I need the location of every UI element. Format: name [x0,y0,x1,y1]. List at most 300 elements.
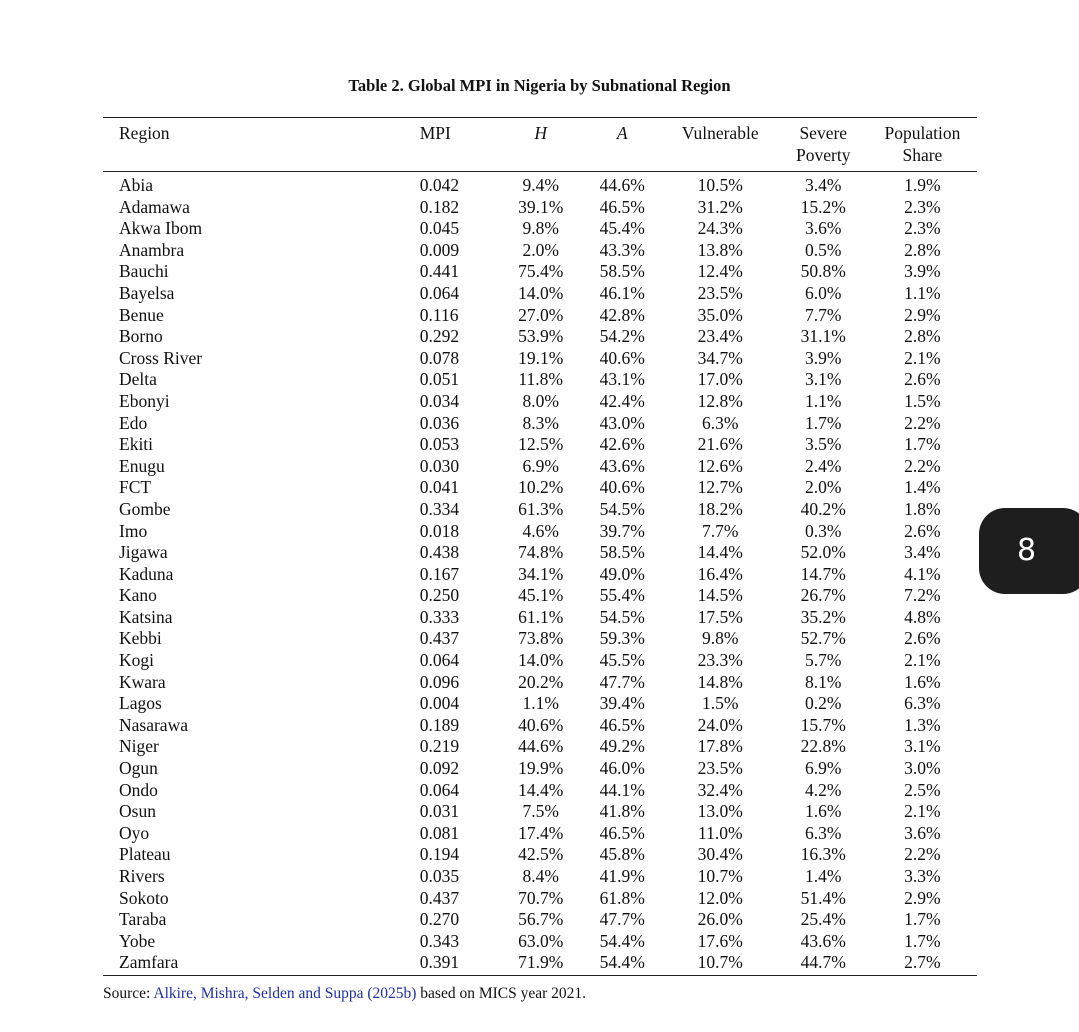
cell-region: Anambra [119,239,185,260]
cell-severe-poverty: 7.7% [805,304,842,325]
cell-severe-poverty: 40.2% [800,498,846,519]
cell-region: Kaduna [119,563,174,584]
table-row [103,866,977,888]
cell-h: 27.0% [518,304,564,325]
cell-a: 54.4% [599,930,645,951]
cell-population-share: 2.3% [904,196,941,217]
table-row [103,888,977,910]
cell-a: 46.0% [599,758,645,779]
cell-vulnerable: 23.5% [697,758,743,779]
cell-h: 19.1% [518,347,564,368]
cell-vulnerable: 13.8% [697,239,743,260]
cell-a: 44.6% [599,175,645,195]
cell-vulnerable: 12.6% [697,455,743,476]
cell-mpi: 0.189 [419,714,460,735]
page-number-badge[interactable]: 8 [979,508,1079,594]
header-h: H [534,123,547,143]
cell-a: 46.1% [599,282,645,303]
cell-population-share: 1.7% [904,434,941,455]
table-row [103,218,977,240]
cell-h: 42.5% [518,844,564,865]
header-severe-line1: Severe [799,123,848,143]
cell-population-share: 2.6% [904,628,941,649]
cell-h: 45.1% [518,585,564,606]
cell-h: 61.1% [518,606,564,627]
cell-a: 43.0% [599,412,645,433]
table-row [103,931,977,953]
cell-region: Bayelsa [119,282,175,303]
cell-vulnerable: 10.5% [697,175,743,195]
cell-severe-poverty: 6.0% [805,282,842,303]
cell-h: 75.4% [518,261,564,282]
cell-region: Abia [119,175,154,195]
cell-population-share: 2.8% [904,326,941,347]
cell-h: 9.8% [522,218,559,239]
cell-h: 6.9% [522,455,559,476]
cell-region: Katsina [119,606,173,627]
cell-a: 41.8% [599,801,645,822]
cell-a: 59.3% [599,628,645,649]
cell-severe-poverty: 6.3% [805,822,842,843]
cell-h: 8.3% [522,412,559,433]
cell-h: 61.3% [518,498,564,519]
cell-mpi: 0.292 [419,326,460,347]
cell-a: 45.5% [599,650,645,671]
cell-population-share: 2.1% [904,801,941,822]
cell-vulnerable: 12.0% [697,887,743,908]
header-pop-line1: Population [884,123,961,143]
table-row [103,650,977,672]
cell-region: Kano [119,585,157,606]
table-row [103,909,977,931]
cell-vulnerable: 14.4% [697,542,743,563]
cell-region: Zamfara [119,952,179,973]
cell-vulnerable: 21.6% [697,434,743,455]
cell-vulnerable: 14.5% [697,585,743,606]
cell-mpi: 0.051 [419,369,460,390]
table-row [103,413,977,435]
cell-population-share: 2.7% [904,952,941,973]
cell-h: 17.4% [518,822,564,843]
cell-a: 46.5% [599,822,645,843]
cell-population-share: 3.9% [904,261,941,282]
cell-a: 46.5% [599,196,645,217]
cell-a: 58.5% [599,542,645,563]
cell-population-share: 1.9% [904,175,941,195]
cell-region: Nasarawa [119,714,188,735]
cell-mpi: 0.333 [419,606,460,627]
cell-severe-poverty: 4.2% [805,779,842,800]
cell-population-share: 1.7% [904,909,941,930]
cell-population-share: 3.3% [904,866,941,886]
cell-population-share: 1.1% [904,282,941,303]
cell-region: Enugu [119,455,165,476]
cell-mpi: 0.004 [419,693,460,714]
cell-population-share: 2.6% [904,369,941,390]
cell-region: Osun [119,801,156,822]
cell-vulnerable: 31.2% [697,196,743,217]
table-row [103,240,977,262]
cell-mpi: 0.081 [419,822,460,843]
cell-severe-poverty: 5.7% [805,650,842,671]
cell-mpi: 0.194 [419,844,460,865]
cell-severe-poverty: 1.7% [805,412,842,433]
cell-severe-poverty: 50.8% [800,261,846,282]
cell-vulnerable: 7.7% [702,520,739,541]
cell-vulnerable: 35.0% [697,304,743,325]
cell-severe-poverty: 25.4% [800,909,846,930]
cell-severe-poverty: 26.7% [800,585,846,606]
cell-a: 42.6% [599,434,645,455]
table-row [103,283,977,305]
cell-severe-poverty: 15.7% [800,714,846,735]
cell-h: 40.6% [518,714,564,735]
cell-population-share: 2.6% [904,520,941,541]
cell-h: 8.0% [522,390,559,411]
cell-population-share: 3.4% [904,542,941,563]
table-row [103,693,977,715]
cell-vulnerable: 17.6% [697,930,743,951]
cell-vulnerable: 1.5% [702,693,739,714]
cell-mpi: 0.182 [419,196,460,217]
header-a: A [616,123,628,143]
cell-population-share: 4.8% [904,606,941,627]
cell-a: 61.8% [599,887,645,908]
cell-vulnerable: 18.2% [697,498,743,519]
cell-population-share: 1.7% [904,930,941,951]
cell-severe-poverty: 1.6% [805,801,842,822]
table-body [103,172,977,976]
cell-a: 43.6% [599,455,645,476]
header-vulnerable: Vulnerable [681,123,759,143]
cell-severe-poverty: 35.2% [800,606,846,627]
cell-mpi: 0.167 [419,563,460,584]
cell-population-share: 3.1% [904,736,941,757]
cell-region: Kwara [119,671,166,692]
cell-region: Cross River [119,347,203,368]
cell-a: 43.1% [599,369,645,390]
cell-h: 12.5% [518,434,564,455]
cell-severe-poverty: 3.4% [805,175,842,195]
cell-region: FCT [119,477,152,498]
cell-mpi: 0.096 [419,671,460,692]
cell-h: 70.7% [518,887,564,908]
cell-severe-poverty: 52.0% [800,542,846,563]
table-row [103,542,977,564]
cell-severe-poverty: 3.6% [805,218,842,239]
cell-region: Ebonyi [119,390,170,411]
cell-h: 34.1% [518,563,564,584]
cell-population-share: 1.5% [904,390,941,411]
cell-vulnerable: 17.5% [697,606,743,627]
cell-vulnerable: 11.0% [697,822,743,843]
cell-mpi: 0.042 [419,175,460,195]
cell-a: 45.4% [599,218,645,239]
cell-region: Kebbi [119,628,162,649]
cell-h: 63.0% [518,930,564,951]
table-row [103,844,977,866]
cell-h: 19.9% [518,758,564,779]
cell-mpi: 0.219 [419,736,460,757]
cell-vulnerable: 6.3% [702,412,739,433]
cell-h: 44.6% [518,736,564,757]
cell-severe-poverty: 6.9% [805,758,842,779]
cell-vulnerable: 23.5% [697,282,743,303]
cell-region: Niger [119,736,159,757]
cell-a: 49.2% [599,736,645,757]
cell-mpi: 0.036 [419,412,460,433]
cell-severe-poverty: 0.3% [805,520,842,541]
cell-region: Benue [119,304,164,325]
table-row [103,607,977,629]
cell-vulnerable: 9.8% [702,628,739,649]
cell-mpi: 0.064 [419,282,460,303]
cell-severe-poverty: 1.1% [805,390,842,411]
cell-vulnerable: 24.0% [697,714,743,735]
table-row [103,952,977,975]
table-row [103,780,977,802]
cell-severe-poverty: 0.2% [805,693,842,714]
cell-vulnerable: 10.7% [697,952,743,973]
cell-severe-poverty: 14.7% [800,563,846,584]
cell-a: 39.7% [599,520,645,541]
cell-vulnerable: 16.4% [697,563,743,584]
cell-region: Ondo [119,779,158,800]
cell-h: 20.2% [518,671,564,692]
cell-region: Plateau [119,844,171,865]
table-header [103,118,977,172]
cell-h: 7.5% [522,801,559,822]
cell-population-share: 1.8% [904,498,941,519]
table-row [103,628,977,650]
cell-mpi: 0.270 [419,909,460,930]
header-pop-line2: Share [902,145,943,165]
cell-region: Borno [119,326,163,347]
table-row [103,305,977,327]
cell-mpi: 0.030 [419,455,460,476]
cell-region: Yobe [119,930,156,951]
cell-a: 46.5% [599,714,645,735]
cell-a: 40.6% [599,347,645,368]
cell-h: 8.4% [522,866,559,886]
cell-population-share: 2.2% [904,412,941,433]
cell-h: 39.1% [518,196,564,217]
cell-population-share: 2.1% [904,650,941,671]
cell-mpi: 0.334 [419,498,460,519]
cell-region: Taraba [119,909,167,930]
header-severe-poverty [779,118,868,172]
cell-a: 41.9% [599,866,645,886]
cell-vulnerable: 30.4% [697,844,743,865]
cell-population-share: 1.6% [904,671,941,692]
cell-vulnerable: 24.3% [697,218,743,239]
cell-h: 1.1% [522,693,559,714]
cell-a: 54.4% [599,952,645,973]
cell-mpi: 0.437 [419,887,460,908]
cell-population-share: 2.8% [904,239,941,260]
cell-h: 14.4% [518,779,564,800]
cell-severe-poverty: 22.8% [800,736,846,757]
cell-severe-poverty: 44.7% [800,952,846,973]
cell-severe-poverty: 3.5% [805,434,842,455]
cell-region: Kogi [119,650,154,671]
cell-h: 14.0% [518,650,564,671]
table-row [103,801,977,823]
cell-h: 74.8% [518,542,564,563]
cell-region: Ogun [119,758,158,779]
table-row [103,172,977,197]
source-suffix: based on MICS year 2021. [416,985,587,1002]
cell-mpi: 0.009 [419,239,460,260]
table-row [103,564,977,586]
cell-mpi: 0.438 [419,542,460,563]
cell-vulnerable: 17.0% [697,369,743,390]
cell-a: 43.3% [599,239,645,260]
cell-region: Rivers [119,866,165,886]
cell-a: 55.4% [599,585,645,606]
cell-region: Sokoto [119,887,169,908]
table-row [103,715,977,737]
cell-population-share: 2.9% [904,887,941,908]
cell-severe-poverty: 16.3% [800,844,846,865]
cell-h: 53.9% [518,326,564,347]
cell-mpi: 0.053 [419,434,460,455]
table-row [103,499,977,521]
cell-mpi: 0.031 [419,801,460,822]
mpi-table-container [103,117,977,976]
cell-population-share: 2.3% [904,218,941,239]
cell-vulnerable: 14.8% [697,671,743,692]
cell-severe-poverty: 2.4% [805,455,842,476]
cell-mpi: 0.441 [419,261,460,282]
cell-mpi: 0.437 [419,628,460,649]
cell-a: 42.4% [599,390,645,411]
table-row [103,391,977,413]
table-row [103,456,977,478]
cell-mpi: 0.116 [419,304,459,325]
cell-population-share: 3.0% [904,758,941,779]
cell-vulnerable: 13.0% [697,801,743,822]
source-citation-link[interactable]: Alkire, Mishra, Selden and Suppa (2025b) [153,985,417,1002]
cell-mpi: 0.045 [419,218,460,239]
cell-a: 39.4% [599,693,645,714]
cell-region: Delta [119,369,157,390]
cell-severe-poverty: 1.4% [805,866,842,886]
cell-vulnerable: 10.7% [697,866,743,886]
header-region: Region [119,123,170,143]
cell-h: 11.8% [518,369,563,390]
source-note [103,985,586,1003]
source-prefix: Source: [103,985,154,1002]
cell-mpi: 0.078 [419,347,460,368]
cell-a: 47.7% [599,909,645,930]
cell-h: 10.2% [518,477,564,498]
cell-severe-poverty: 3.1% [805,369,842,390]
cell-population-share: 2.5% [904,779,941,800]
table-row [103,823,977,845]
cell-vulnerable: 17.8% [697,736,743,757]
table-row [103,736,977,758]
cell-mpi: 0.343 [419,930,460,951]
cell-region: Adamawa [119,196,190,217]
cell-population-share: 6.3% [904,693,941,714]
cell-mpi: 0.034 [419,390,460,411]
cell-mpi: 0.064 [419,650,460,671]
cell-vulnerable: 12.4% [697,261,743,282]
cell-population-share: 1.4% [904,477,941,498]
cell-h: 73.8% [518,628,564,649]
cell-population-share: 2.9% [904,304,941,325]
cell-mpi: 0.035 [419,866,460,886]
cell-a: 45.8% [599,844,645,865]
table-row [103,261,977,283]
header-mpi: MPI [419,123,451,143]
table-row [103,477,977,499]
cell-a: 42.8% [599,304,645,325]
cell-region: Lagos [119,693,162,714]
cell-a: 44.1% [599,779,645,800]
cell-a: 54.2% [599,326,645,347]
mpi-table [103,117,977,976]
header-severe-line2: Poverty [796,145,851,165]
cell-region: Akwa Ibom [119,218,203,239]
cell-vulnerable: 12.8% [697,390,743,411]
cell-vulnerable: 26.0% [697,909,743,930]
cell-severe-poverty: 8.1% [805,671,842,692]
table-row [103,585,977,607]
cell-population-share: 2.1% [904,347,941,368]
cell-population-share: 7.2% [904,585,941,606]
cell-severe-poverty: 0.5% [805,239,842,260]
cell-region: Imo [119,520,148,541]
cell-severe-poverty: 15.2% [800,196,846,217]
header-row [103,118,977,172]
cell-population-share: 2.2% [904,455,941,476]
cell-mpi: 0.064 [419,779,460,800]
cell-a: 54.5% [599,498,645,519]
table-row [103,348,977,370]
cell-h: 71.9% [518,952,564,973]
cell-h: 4.6% [522,520,559,541]
cell-region: Bauchi [119,261,169,282]
cell-vulnerable: 32.4% [697,779,743,800]
cell-region: Edo [119,412,148,433]
header-population-share [868,118,977,172]
cell-region: Jigawa [119,542,168,563]
cell-region: Ekiti [119,434,154,455]
cell-mpi: 0.250 [419,585,460,606]
cell-mpi: 0.018 [419,520,460,541]
cell-severe-poverty: 43.6% [800,930,846,951]
cell-severe-poverty: 52.7% [800,628,846,649]
cell-mpi: 0.041 [419,477,460,498]
cell-region: Gombe [119,498,171,519]
cell-vulnerable: 34.7% [697,347,743,368]
cell-a: 40.6% [599,477,645,498]
table-row [103,434,977,456]
cell-h: 56.7% [518,909,564,930]
cell-h: 2.0% [522,239,559,260]
cell-mpi: 0.092 [419,758,460,779]
cell-h: 9.4% [522,175,559,195]
cell-a: 54.5% [599,606,645,627]
table-row [103,672,977,694]
cell-h: 14.0% [518,282,564,303]
cell-severe-poverty: 3.9% [805,347,842,368]
table-row [103,197,977,219]
cell-a: 49.0% [599,563,645,584]
table-row [103,521,977,543]
